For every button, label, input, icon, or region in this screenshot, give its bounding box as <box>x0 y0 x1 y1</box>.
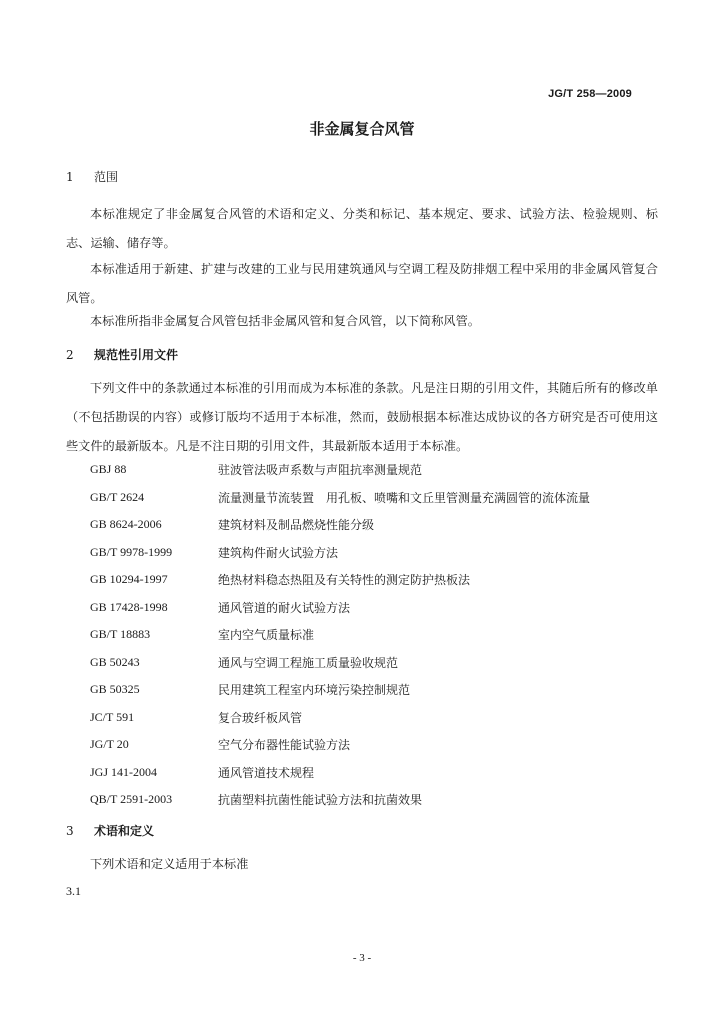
reference-row <box>90 566 650 594</box>
reference-code: GB 10294-1997 <box>90 572 168 587</box>
reference-code: JG/T 20 <box>90 737 129 752</box>
reference-code: GB/T 2624 <box>90 489 145 504</box>
reference-code: JGJ 141-2004 <box>90 764 158 779</box>
reference-title: 复合玻纤板风管 <box>218 710 303 725</box>
page-number: - 3 - <box>352 952 372 964</box>
reference-code: GB/T 18883 <box>90 627 151 642</box>
reference-row <box>90 649 650 677</box>
terms-intro: 下列术语和定义适用于本标准 <box>90 857 249 871</box>
reference-title: 建筑构件耐火试验方法 <box>218 545 339 560</box>
reference-code: JC/T 591 <box>90 709 135 724</box>
section-2-heading <box>66 346 178 363</box>
scope-paragraph-3: 本标准所指非金属复合风管包括非金属风管和复合风管，以下简称风管。 <box>90 314 480 328</box>
reference-list <box>90 456 650 814</box>
reference-title: 民用建筑工程室内环境污染控制规范 <box>218 683 411 698</box>
section-1-heading <box>66 168 118 185</box>
reference-title: 通风管道的耐火试验方法 <box>218 600 351 615</box>
reference-row <box>90 511 650 539</box>
reference-code: GB 17428-1998 <box>90 599 168 614</box>
reference-code: GBJ 88 <box>90 462 127 477</box>
reference-code: GB 50243 <box>90 654 140 669</box>
section-1-title: 范围 <box>94 170 119 184</box>
reference-title: 空气分布器性能试验方法 <box>218 738 351 753</box>
section-3-heading <box>66 822 154 839</box>
reference-row <box>90 594 650 622</box>
clause-number: 3.1 <box>66 884 81 898</box>
standard-code: JG/T 258—2009 <box>548 88 632 100</box>
reference-row <box>90 484 650 512</box>
reference-row <box>90 759 650 787</box>
scope-paragraph-2: 本标准适用于新建、扩建与改建的工业与民用建筑通风与空调工程及防排烟工程中采用的非金属风管复合风管。 <box>66 262 658 305</box>
reference-title: 驻波管法吸声系数与声阻抗率测量规范 <box>218 463 423 478</box>
document-title: 非金属复合风管 <box>309 120 415 138</box>
normative-references-intro: 下列文件中的条款通过本标准的引用而成为本标准的条款。凡是注日期的引用文件，其随后所有的修改单（不包括勘误的内容）或修订版均不适用于本标准，然而，鼓励根据本标准达成协议的各方研究是否可使用这些文件的最新版本。凡是不注日期的引用文件，其最新版本适用于本标准。 <box>66 381 658 453</box>
scope-paragraph-1: 本标准规定了非金属复合风管的术语和定义、分类和标记、基本规定、要求、试验方法、检验规则、标志、运输、储存等。 <box>66 207 658 250</box>
reference-title: 绝热材料稳态热阻及有关特性的测定防护热板法 <box>218 573 471 588</box>
reference-row <box>90 621 650 649</box>
reference-title: 通风管道技术规程 <box>218 765 315 780</box>
reference-title: 通风与空调工程施工质量验收规范 <box>218 655 399 670</box>
section-2-number: 2 <box>66 348 74 362</box>
reference-row <box>90 731 650 759</box>
section-2-title: 规范性引用文件 <box>94 348 179 362</box>
reference-title: 建筑材料及制品燃烧性能分级 <box>218 518 375 533</box>
reference-title: 流量测量节流装置 用孔板、喷嘴和文丘里管测量充满圆管的流体流量 <box>218 490 591 505</box>
reference-code: GB/T 9978-1999 <box>90 544 173 559</box>
section-3-title: 术语和定义 <box>94 824 155 838</box>
reference-code: QB/T 2591-2003 <box>90 792 173 807</box>
reference-title: 抗菌塑料抗菌性能试验方法和抗菌效果 <box>218 793 423 808</box>
reference-row <box>90 456 650 484</box>
reference-row <box>90 704 650 732</box>
reference-code: GB 8624-2006 <box>90 517 162 532</box>
reference-row <box>90 539 650 567</box>
section-1-number: 1 <box>66 170 74 184</box>
reference-title: 室内空气质量标准 <box>218 628 315 643</box>
reference-row <box>90 786 650 814</box>
section-3-number: 3 <box>66 824 74 838</box>
reference-code: GB 50325 <box>90 682 140 697</box>
reference-row <box>90 676 650 704</box>
